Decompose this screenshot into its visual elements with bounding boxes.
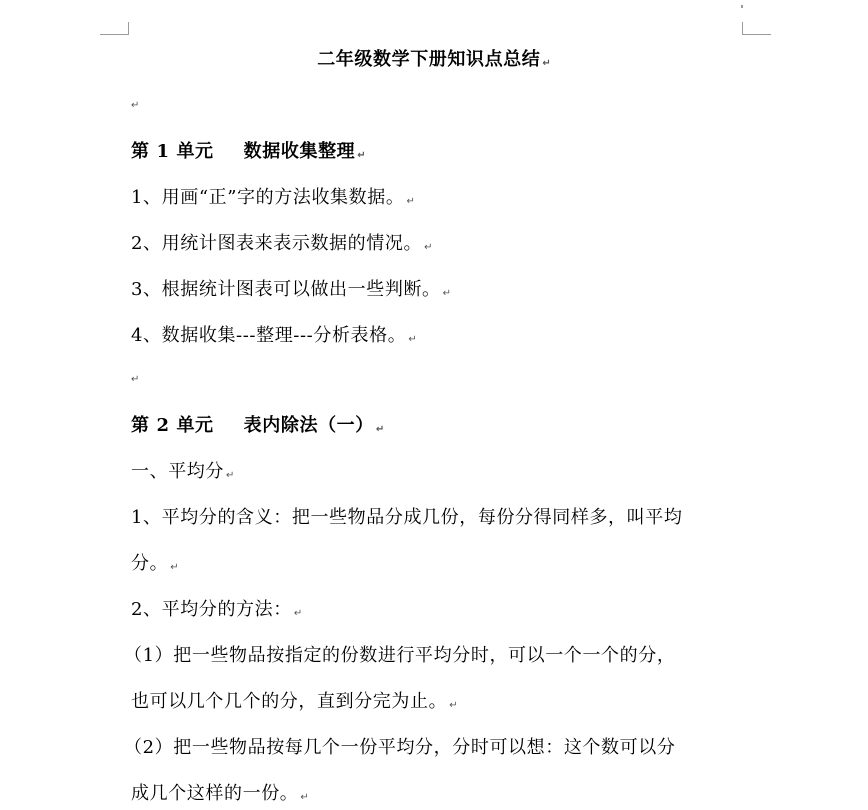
paragraph-mark-icon: ↵ [424,242,433,253]
unit-2-item-1-line-2-text: 分。 [131,553,169,574]
unit-1-item-1-text: 1、用画“正”字的方法收集数据。 [131,187,405,208]
crop-mark-top-right [742,22,771,35]
crop-mark-top-left [100,22,129,35]
unit-2-item-1-line-1-text: 1、平均分的含义：把一些物品分成几份，每份分得同样多，叫平均 [131,507,683,528]
paragraph-mark-icon: ↵ [449,700,458,711]
unit-2-item-2-text: 2、平均分的方法： [131,599,292,620]
empty-paragraph-mark-icon: ↵ [131,100,140,111]
paragraph-mark-icon: ↵ [408,334,417,345]
unit-2-sub-2-line-2[interactable] [131,782,309,810]
unit-1-label: 第 1 单元 [131,141,214,162]
paragraph-mark-icon: ↵ [357,150,366,161]
cursor-dot [741,5,743,8]
unit-2-sub-1-line-1-text: （1）把一些物品按指定的份数进行平均分时，可以一个一个的分， [124,645,676,666]
unit-1-item-2-text: 2、用统计图表来表示数据的情况。 [131,233,423,254]
empty-paragraph-mark-icon: ↵ [131,374,140,385]
paragraph-mark-icon: ↵ [442,288,452,299]
paragraph-mark-icon: ↵ [293,608,303,619]
unit-2-sub-1-line-1[interactable] [124,644,675,668]
unit-2-label: 第 2 单元 [131,415,214,436]
unit-2-section-1[interactable] [131,460,234,488]
paragraph-mark-icon: ↵ [170,562,179,573]
unit-2-name: 表内除法（一） [243,415,374,436]
unit-2-sub-2-line-1-text: （2）把一些物品按每几个一份平均分，分时可以想：这个数可以分 [124,737,676,758]
unit-2-sub-2-line-1[interactable] [124,736,675,760]
paragraph-mark-icon: ↵ [542,58,551,69]
unit-1-item-3[interactable] [131,278,451,306]
paragraph-mark-icon: ↵ [406,196,415,207]
unit-2-sub-1-line-2-text: 也可以几个几个的分，直到分完为止。 [131,691,448,712]
unit-1-item-3-text: 3、根据统计图表可以做出一些判断。 [131,279,441,300]
unit-1-heading[interactable] [131,140,366,168]
unit-1-item-4[interactable] [131,324,417,352]
unit-2-sub-1-line-2[interactable] [131,690,458,718]
unit-2-item-1-line-1[interactable] [131,506,682,530]
document-title[interactable] [0,48,868,76]
unit-1-name: 数据收集整理 [243,141,356,162]
unit-1-item-4-text: 4、数据收集---整理---分析表格。 [131,325,407,346]
unit-2-section-1-text: 一、平均分 [131,461,224,482]
unit-1-item-2[interactable] [131,232,432,260]
unit-2-item-1-line-2[interactable] [131,552,179,580]
unit-2-heading[interactable] [131,414,384,442]
paragraph-mark-icon: ↵ [300,792,309,803]
paragraph-mark-icon: ↵ [226,470,235,481]
unit-2-sub-2-line-2-text: 成几个这样的一份。 [131,783,299,804]
document-title-text: 二年级数学下册知识点总结 [317,49,541,70]
unit-1-item-1[interactable] [131,186,415,214]
paragraph-mark-icon: ↵ [375,424,385,435]
unit-2-item-2[interactable] [131,598,302,626]
